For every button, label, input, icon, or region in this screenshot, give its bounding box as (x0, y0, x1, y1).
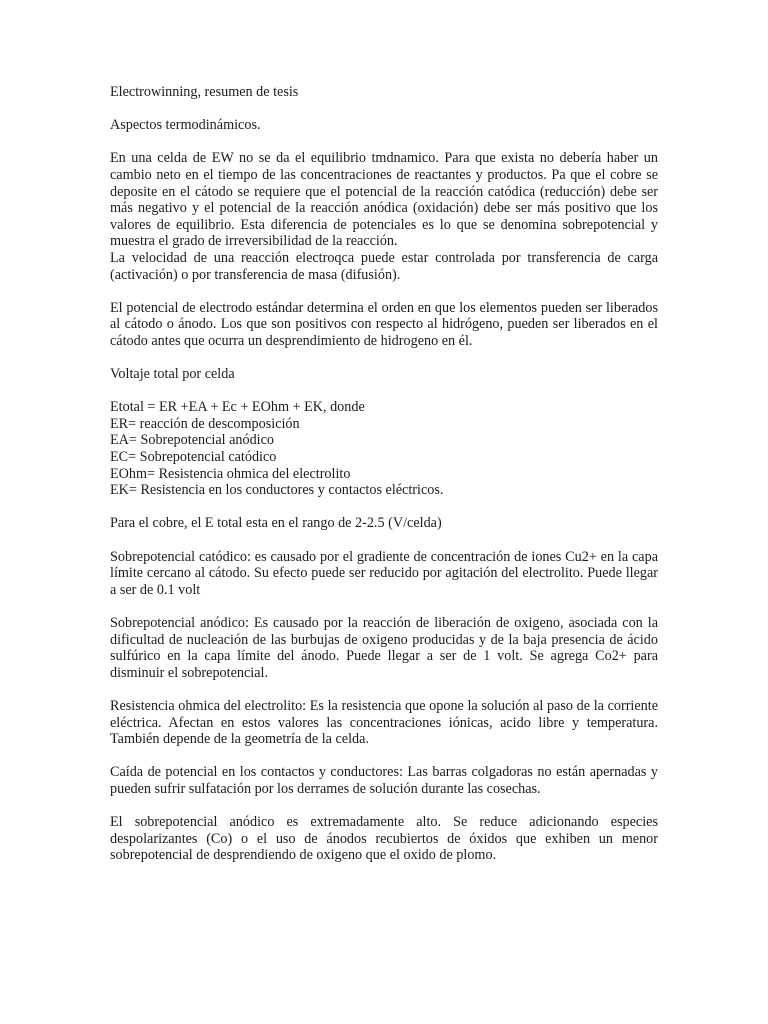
voltage-heading: Voltaje total por celda (110, 366, 235, 383)
formula-line: Etotal = ER +EA + Ec + EOhm + EK, donde (110, 399, 365, 416)
paragraph-anodic: Sobrepotencial anódico: Es causado por la reacción de liberación de oxigeno, asociada con la dificultad de nucleación de las burbujas de oxigeno producidas y de la baja presencia de ácido sulfúrico en la capa límite del ánodo. Puede llegar a ser de 1 volt. Se agrega Co2+ para disminuir el sobrepotencial. (110, 615, 658, 681)
copper-range: Para el cobre, el E total esta en el rango de 2-2.5 (V/celda) (110, 515, 442, 532)
formula-line: ER= reacción de descomposición (110, 415, 300, 432)
document-page (110, 84, 658, 881)
paragraph-equilibrium (110, 150, 658, 250)
formula-line: EK= Resistencia en los conductores y contactos eléctricos. (110, 482, 444, 499)
formula-line: EC= Sobrepotencial catódico (110, 449, 277, 466)
paragraph-contacts: Caída de potencial en los contactos y conductores: Las barras colgadoras no están apernadas y pueden sufrir sulfatación por los derrames de solución durante las cosechas. (110, 764, 658, 797)
paragraph-electrode-potential: El potencial de electrodo estándar determina el orden en que los elementos pueden ser liberados al cátodo o ánodo. Los que son positivos con respecto al hidrógeno, pueden ser liberados en el cátodo antes que ocurra un desprendimiento de hidrogeno en él. (110, 299, 658, 349)
paragraph-reaction-rate: La velocidad de una reacción electroqca puede estar controlada por transferencia de carga (activación) o por transferencia de masa (difusión). (110, 249, 658, 283)
paragraph-cathodic: Sobrepotencial catódico: es causado por el gradiente de concentración de iones Cu2+ en la capa límite cercano al cátodo. Su efecto puede ser reducido por agitación del electrolito. Puede llegar a ser de 0.1 volt (110, 548, 658, 598)
formula-line: EOhm= Resistencia ohmica del electrolito (110, 465, 351, 482)
paragraph-equilibrium-text: En una celda de EW no se da el equilibrio tmdnamico. Para que exista no debería haber un cambio neto en el tiempo de las concentraciones de reactantes y productos. Pa que el cobre se deposite en el cátodo se requiere que el potencial de la reacción catódica (reducción) debe ser más negativo y el potencial de la reacción anódica (oxidación) debe ser más positivo que los valores de equilibrio. Esta diferencia de potenciales es lo que se denomina sobrepotencial y muestra el grado de irreversibilidad de la reacción. (110, 150, 658, 250)
section-heading: Aspectos termodinámicos. (110, 117, 261, 134)
paragraph-ohmic: Resistencia ohmica del electrolito: Es la resistencia que opone la solución al paso de la corriente eléctrica. Afectan en estos valores las concentraciones iónicas, acido libre y temperatura. También depende de la geometría de la celda. (110, 697, 658, 748)
document-title: Electrowinning, resumen de tesis (110, 84, 299, 100)
formula-line: EA= Sobrepotencial anódico (110, 432, 275, 449)
formula-block (110, 399, 658, 499)
paragraph-final: El sobrepotencial anódico es extremadamente alto. Se reduce adicionando especies despolarizantes (Co) o el uso de ánodos recubiertos de óxidos que exhiben un menor sobrepotencial de desprendiendo de oxigeno que el oxido de plomo. (110, 814, 658, 864)
